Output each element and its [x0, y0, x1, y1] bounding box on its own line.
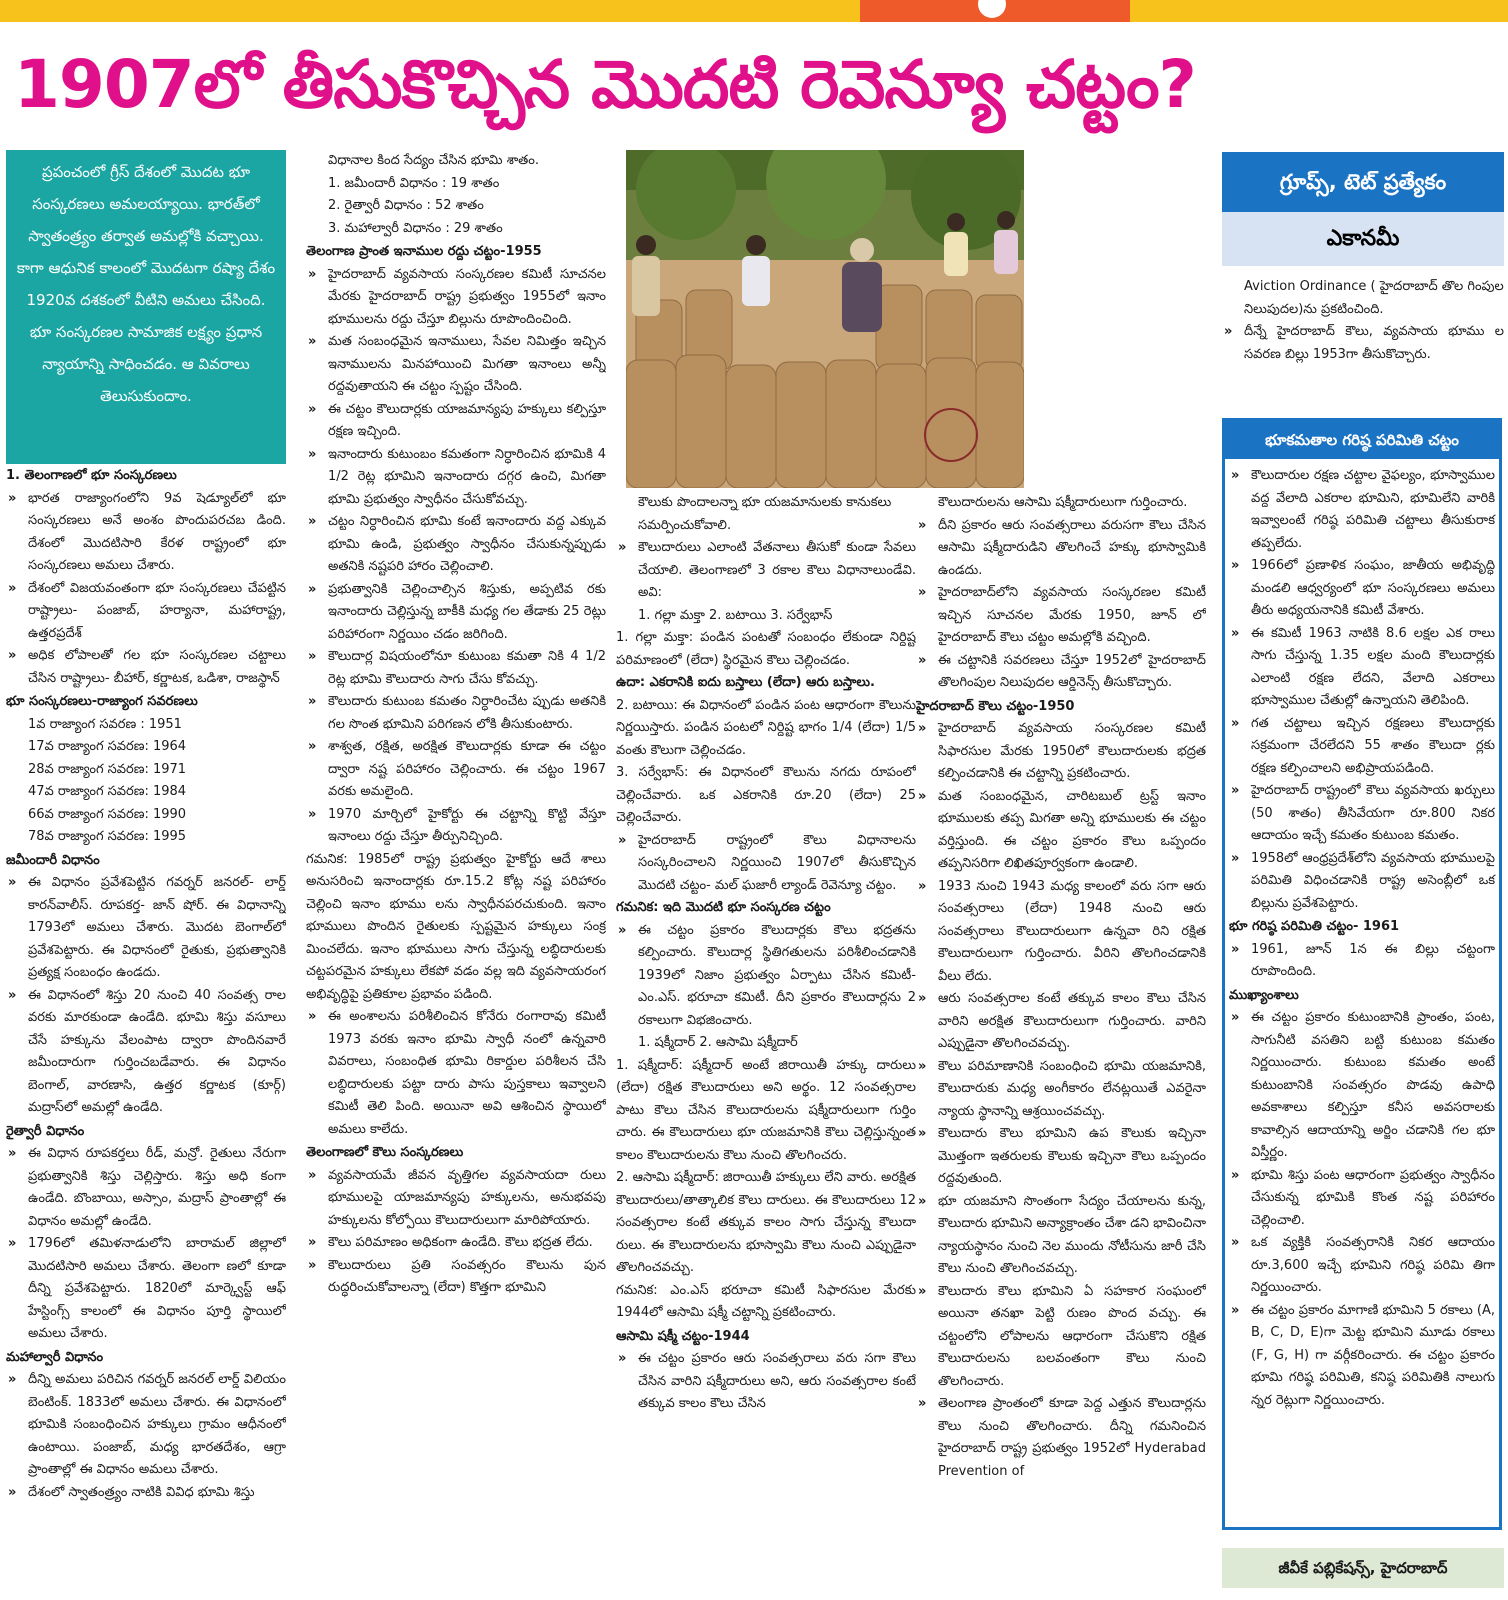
amendment-line: 28వ రాజ్యాంగ సవరణ: 1971	[28, 761, 187, 777]
bullet: » దేశంలో విజయవంతంగా భూ సంస్కరణలు చేపట్టిన రాష్ట్రాలు- పంజాబ్, హర్యానా, మహారాష్ట్ర, ఉత్తరప్రదేశ్	[6, 578, 286, 646]
bullet: » హైదరాబాద్ రాష్ట్రంలో కౌలు వ్యవసాయ ఖర్చులు (50 శాతం) తీసివేయగా రూ.800 నికర ఆదాయం ఇచ్చే కమతం కుటుంబ కమతం.	[1229, 780, 1495, 848]
paragraph: కౌలుకు పొందాలన్నా భూ యజమానులకు కానుకలు సమర్పించుకోవాలి.	[638, 495, 892, 533]
example-line: ఉదా: ఎకరానికి ఐదు బస్తాలు (లేదా) ఆరు బస్తాలు.	[616, 675, 875, 690]
column-1	[6, 464, 286, 1594]
numbered-paragraph: 1. గల్లా మక్తా: పండిన పంటతో సంబంధం లేకుండా నిర్దిష్ట పరిమాణంలో (లేదా) స్థిరమైన కౌలు చెల్లించడం.	[616, 630, 916, 668]
ceiling-act-title: భూకమతాల గరిష్ఠ పరిమితి చట్టం	[1225, 421, 1499, 459]
amendment-line: 78వ రాజ్యాంగ సవరణ: 1995	[28, 829, 187, 844]
bullet: » ఈ విధానంలో శిస్తు 20 నుంచి 40 సంవత్స రాల వరకు మారకుండా ఉండేది. భూమి శిస్తు వసూలు చేసే హక్కును వేలంపాట ద్వారా పొందినవారే జమీందారుగా గుర్తించబడేవారు. ఈ విధానం బెంగాల్, వారణాసి, ఉత్తర కర్ణాటక (కూర్గ్) మద్రాస్‌లో అమల్లో ఉండేది.	[6, 985, 286, 1120]
top-color-bar	[0, 0, 1508, 22]
numbered-line: 1. గల్లా మక్తా 2. బటాయి 3. సర్వేభాస్	[638, 607, 833, 623]
series-subject: ఎకానమీ	[1222, 212, 1504, 266]
bullet: » దేశంలో స్వాతంత్ర్యం నాటికి వివిధ భూమి శిస్తు	[6, 1482, 286, 1505]
bullet: » భారత రాజ్యాంగంలోని 9వ షెడ్యూల్‌లో భూ సంస్కరణలు అనే అంశం పొందుపరచబ డింది. దేశంలో మొదటిసారి కేరళ రాష్ట్రంలో భూ సంస్కరణలు అమలు చేశారు.	[6, 488, 286, 578]
bullet: » హైదరాబాద్ వ్యవసాయ సంస్కరణల కమిటీ సిఫారసుల మేరకు 1950లో కౌలుదారులకు భద్రత కల్పించడానికి ఈ చట్టాన్ని ప్రకటించారు.	[916, 718, 1206, 786]
bullet: » కౌలుదారు కౌలు భూమిని ఉప కౌలుకు ఇచ్చినా మొత్తంగా ఇతరులకు కౌలుకు ఇచ్చినా కౌలు ఒప్పందం రద్దవుతుంది.	[916, 1123, 1206, 1191]
numbered-line: 3. మహాల్వారీ విధానం : 29 శాతం	[328, 220, 503, 236]
bullet: » ఇనాందారు కుటుంబం కమతంగా నిర్ధారించిన భూమికి 4 1/2 రెట్ల భూమిని ఇనాందారు దగ్గర ఉంచి, మిగతా భూమి ప్రభుత్వం స్వాధీనం చేసుకోవచ్చు.	[306, 444, 606, 512]
amendment-line: 66వ రాజ్యాంగ సవరణ: 1990	[28, 806, 187, 822]
bullet: » తెలంగాణ ప్రాంతంలో కూడా పెద్ద ఎత్తున కౌలుదార్లను కౌలు నుంచి తొలగించారు. దీన్ని గమనించిన హైదరాబాద్ రాష్ట్ర ప్రభుత్వం 1952లో Hyderabad Prevention of	[916, 1393, 1206, 1483]
series-header	[1222, 152, 1504, 266]
numbered-line: 2. రైత్వారీ విధానం : 52 శాతం	[328, 198, 484, 213]
bullet: » 1958లో ఆంధ్రప్రదేశ్‌లోని వ్యవసాయ భూములపై పరిమితి విధించడానికి రాష్ట్ర అసెంబ్లీలో ఒక బిల్లును ప్రవేశపెట్టారు.	[1229, 848, 1495, 916]
bullet: » చట్టం నిర్ధారించిన భూమి కంటే ఇనాందారు వద్ద ఎక్కువ భూమి ఉండి, ప్రభుత్వం స్వాధీనం చేసుకున్నప్పుడు అతనికి నష్టపరి హారం చెల్లించాలి.	[306, 511, 606, 579]
ceiling-act-box	[1222, 418, 1502, 1530]
bullet: » కౌలు పరిమాణానికి సంబంధించి భూమి యజమానికి, కౌలుదారుకు మధ్య అంగీకారం లేనట్లయితే ఎవరైనా న్యాయ స్థానాన్ని ఆశ్రయించవచ్చు.	[916, 1056, 1206, 1124]
farm-produce-photo	[626, 150, 1024, 488]
bullet: » హైదరాబాద్ రాష్ట్రంలో కౌలు విధానాలను సంస్కరించాలని నిర్ణయించి 1907లో తీసుకొచ్చిన మొదటి చట్టం- మల్ ఘజారీ ల్యాండ్ రెవెన్యూ చట్టం.	[616, 830, 916, 898]
ceiling-act-body	[1225, 459, 1499, 1523]
side-column-top	[1222, 276, 1504, 406]
note-paragraph: గమనిక: 1985లో రాష్ట్ర ప్రభుత్వం హైకోర్టు ఆదే శాలు అనుసరించి ఇనాందార్లకు రూ.15.2 కోట్ల నష్ట పరిహారం చెల్లించి ఇనాం భూము లను స్వాధీనపరచుకుంది. ఇనాం భూములు పొందిన రైతులకు స్పష్టమైన హక్కులు సంక్ర మించలేదు. ఇనాం భూములు సాగు చేస్తున్న లబ్ధిదారులకు చట్టపరమైన హక్కులు లేకపో వడం వల్ల ఇది వ్యవసాయరంగ అభివృద్ధిపై ప్రతికూల ప్రభావం పడింది.	[306, 851, 606, 1002]
bullet: » అధిక లోపాలతో గల భూ సంస్కరణల చట్టాలు చేసిన రాష్ట్రాలు- బీహార్, కర్ణాటక, ఒడిశా, రాజస్థాన్	[6, 645, 286, 690]
bullet: » ఈ కమిటీ 1963 నాటికి 8.6 లక్షల ఎక రాలు సాగు చేస్తున్న 1.35 లక్షల మంది కౌలుదార్లకు ఎలాంటి రక్షణ లేదని, వేలాది ఎకరాలు భూస్వాముల చేతుల్లో ఉన్నాయని తెలిపింది.	[1229, 623, 1495, 713]
bullet: » 1970 మార్చిలో హైకోర్టు ఈ చట్టాన్ని కొట్టి వేస్తూ ఇనాంలు రద్దు చేస్తూ తీర్పునిచ్చింది.	[306, 804, 606, 849]
amendment-line: 47వ రాజ్యాంగ సవరణ: 1984	[28, 784, 187, 799]
section-heading: జమీందారీ విధానం	[6, 852, 100, 868]
section-heading: భూ సంస్కరణలు-రాజ్యాంగ సవరణలు	[6, 694, 198, 709]
column-2	[306, 150, 606, 1594]
column-4	[916, 492, 1206, 1594]
numbered-line: 1. జమీందారీ విధానం : 19 శాతం	[328, 175, 500, 191]
bullet: » ఆరు సంవత్సరాల కంటే తక్కువ కాలం కౌలు చేసిన వారిని అరక్షిత కౌలుదారులుగా గుర్తించారు. వారిని ఎప్పుడైనా తొలగించవచ్చు.	[916, 988, 1206, 1056]
note-paragraph: గమనిక: ఎం.ఎస్ భరూచా కమిటీ సిఫారసుల మేరకు 1944లో ఆసామి షక్మీ చట్టాన్ని ప్రకటించారు.	[616, 1282, 916, 1320]
numbered-paragraph: 2. ఆసామి షక్మీదార్: జిరాయితీ హక్కులు లేని వారు. అరక్షిత కౌలుదారులు/తాత్కాలిక కౌలు దారులు. ఈ కౌలుదారులు 12 సంవత్సరాల కంటే తక్కువ కాలం సాగు చేస్తున్న కౌలుదా రులు. ఈ కౌలుదారులను భూస్వామి కౌలు నుంచి ఎప్పుడైనా తొలగించవచ్చు.	[616, 1170, 916, 1275]
amendment-line: 17వ రాజ్యాంగ సవరణ: 1964	[28, 739, 187, 754]
bullet: » కౌలు పరిమాణం అధికంగా ఉండేది. కౌలు భద్రత లేదు.	[306, 1232, 606, 1255]
bullet: » హైదరాబాద్‌లోని వ్యవసాయ సంస్కరణల కమిటీ ఇచ్చిన సూచనల మేరకు 1950, జూన్ లో హైదరాబాద్ కౌలు చట్టం అమల్లోకి వచ్చింది.	[916, 582, 1206, 650]
note-line: గమనిక: ఇది మొదటి భూ సంస్కరణ చట్టం	[616, 900, 831, 915]
bullet: » 1796లో తమిళనాడులోని బారామల్ జిల్లాలో మొదటిసారి అమలు చేశారు. తెలంగా ణలో కూడా దీన్ని ప్రవేశపెట్టారు. 1820లో మార్క్వెస్ట్ ఆఫ్ హేస్టింగ్స్ కాలంలో ఈ విధానం పూర్తి స్థాయిలో అమలు చేశారు.	[6, 1233, 286, 1346]
bullet: » కౌలుదారులు ప్రతి సంవత్సరం కౌలును పున రుద్ధరించుకోవాలన్నా (లేదా) కొత్తగా భూమిని	[306, 1255, 606, 1300]
bullet: » కౌలుదారులు ఎలాంటి వేతనాలు తీసుకో కుండా సేవలు చేయాలి. తెలంగాణలో 3 రకాల కౌలు విధానాలుండేవి. అవి:	[616, 537, 916, 605]
bullet: » ఈ విధాన రూపకర్తలు రీడ్, మన్రో. రైతులు నేరుగా ప్రభుత్వానికి శిస్తు చెల్లిస్తారు. శిస్తు అధి కంగా ఉండేది. బొంబాయి, అస్సాం, మద్రాస్ ప్రాంతాల్లో ఈ విధానం అమల్లో ఉండేది.	[6, 1143, 286, 1233]
bullet: » భూ యజమాని సొంతంగా సేద్యం చేయాలను కున్న, కౌలుదారు భూమిని అన్యాక్రాంతం చేశా డని భావించినా న్యాయస్థానం నుంచి నెల ముందు నోటీసును జారీ చేసి కౌలు నుంచి తొలగించవచ్చు.	[916, 1191, 1206, 1281]
amendment-line: 1వ రాజ్యాంగ సవరణ : 1951	[28, 716, 182, 732]
section-heading: మహాల్వారీ విధానం	[6, 1349, 104, 1365]
bullet: » ఈ చట్టం కౌలుదార్లకు యాజమాన్యపు హక్కులు కల్పిస్తూ రక్షణ ఇచ్చింది.	[306, 399, 606, 444]
bullet: » హైదరాబాద్ వ్యవసాయ సంస్కరణల కమిటీ సూచనల మేరకు హైదరాబాద్ రాష్ట్ర ప్రభుత్వం 1955లో ఇనాం భూములను రద్దు చేస్తూ బిల్లును రూపొందించింది.	[306, 264, 606, 332]
bullet: » కౌలుదారు కుటుంబ కమతం నిర్ధారించేట ప్పుడు అతనికి గల సొంత భూమిని పరిగణన లోకి తీసుకుంటారు.	[306, 691, 606, 736]
bullet: » కౌలుదారుల రక్షణ చట్టాల వైఫల్యం, భూస్వాముల వద్ద వేలాది ఎకరాల భూమిని, భూమిలేని వారికి ఇవ్వాలంటే గరిష్ఠ పరిమితి చట్టాలు తీసుకురాక తప్పలేదు.	[1229, 465, 1495, 555]
section-heading: తెలంగాణలో కౌలు సంస్కరణలు	[306, 1145, 464, 1160]
section-heading: భూ గరిష్ఠ పరిమితి చట్టం- 1961	[1229, 919, 1400, 934]
bullet: » 1933 నుంచి 1943 మధ్య కాలంలో వరు సగా ఆరు సంవత్సరాలు (లేదా) 1948 నుంచి ఆరు సంవత్సరాలు కౌలుదారులుగా ఉన్నవా రిని రక్షిత కౌలుదారులుగా గుర్తించారు. వీరిని తొలగించడానికి వీలు లేదు.	[916, 876, 1206, 989]
bullet: » దీన్నే హైదరాబాద్ కౌలు, వ్యవసాయ భూము ల సవరణ బిల్లు 1953గా తీసుకొచ్చారు.	[1222, 321, 1504, 366]
paragraph: విధానాల కింద సేద్యం చేసిన భూమి శాతం.	[328, 153, 539, 168]
section-heading: తెలంగాణ ప్రాంత ఇనాముల రద్దు చట్టం-1955	[306, 244, 542, 259]
bullet: » 1966లో ప్రణాళిక సంఘం, జాతీయ అభివృద్ధి మండలి ఆధ్వర్యంలో భూ సంస్కరణలు అమలు తీరు అధ్యయనానికి కమిటీ వేశారు.	[1229, 555, 1495, 623]
section-heading: ముఖ్యాంశాలు	[1229, 987, 1299, 1003]
bullet: » దీన్ని అమలు పరిచిన గవర్నర్ జనరల్ లార్డ్ విలియం బెంటింక్. 1833లో అమలు చేశారు. ఈ విధానంలో భూమికి సంబంధించిన హక్కులు గ్రామం ఆధీనంలో ఉంటాయి. పంజాబ్, మధ్య భారతదేశం, ఆగ్రా ప్రాంతాల్లో ఈ విధానం అమలు చేశారు.	[6, 1369, 286, 1482]
bullet: » ఒక వ్యక్తికి సంవత్సరానికి నికర ఆదాయం రూ.3,600 ఇచ్చే భూమిని గరిష్ఠ పరిమి తిగా నిర్ణయించారు.	[1229, 1232, 1495, 1300]
bullet: » ఈ విధానం ప్రవేశపెట్టిన గవర్నర్ జనరల్- లార్డ్ కారన్‌వాలీస్. రూపకర్త- జాన్ షోర్. ఈ విధానాన్ని 1793లో అమలు చేశారు. మొదట బెంగాల్‌లో ప్రవేశపెట్టారు. ఈ విధానంలో రైతుకు, ప్రభుత్వానికి ప్రత్యక్ష సంబంధం ఉండదు.	[6, 872, 286, 985]
bullet: » గత చట్టాలు ఇచ్చిన రక్షణలు కౌలుదార్లకు సక్రమంగా చేరలేదని 55 శాతం కౌలుదా ర్లకు రక్షణ కల్పించాలని అభిప్రాయపడింది.	[1229, 713, 1495, 781]
photo-illustration	[626, 150, 1024, 488]
bullet: » దీని ప్రకారం ఆరు సంవత్సరాలు వరుసగా కౌలు చేసిన ఆసామి షక్మీదారుడిని తొలగించే హక్కు భూస్వామికి ఉండదు.	[916, 515, 1206, 583]
column-3	[616, 492, 916, 1594]
bullet: » 1961, జూన్ 1న ఈ బిల్లు చట్టంగా రూపొందింది.	[1229, 939, 1495, 984]
section-heading: హైదరాబాద్ కౌలు చట్టం-1950	[916, 698, 1075, 714]
bullet: » ఈ చట్టం ప్రకారం ఆరు సంవత్సరాలు వరు సగా కౌలు చేసిన వారిని షక్మీదారులు అని, ఆరు సంవత్సరాల కంటే తక్కువ కాలం కౌలు చేసిన	[616, 1348, 916, 1416]
bullet: » మత సంబంధమైన ఇనాములు, సేవల నిమిత్తం ఇచ్చిన ఇనాములను మినహాయించి మిగతా ఇనాంలు అన్నీ రద్దవుతాయని ఈ చట్టం స్పష్టం చేసింది.	[306, 331, 606, 399]
bullet: » కౌలుదారు కౌలు భూమిని ఏ సహకార సంఘంలో అయినా తనఖా పెట్టి రుణం పొంద వచ్చు. ఈ చట్టంలోని లోపాలను ఆధారంగా చేసుకొని రక్షిత కౌలుదారులను బలవంతంగా కౌలు నుంచి తొలగించారు.	[916, 1281, 1206, 1394]
paragraph: కౌలుదారులను ఆసామి షక్మీదారులుగా గుర్తించారు.	[938, 495, 1188, 510]
section-heading: ఆసామి షక్మీ చట్టం-1944	[616, 1328, 750, 1344]
bullet: » వ్యవసాయమే జీవన వృత్తిగల వ్యవసాయదా రులు భూములపై యాజమాన్యపు హక్కులను, అనుభవపు హక్కులను కోల్పోయి కౌలుదారులుగా మారిపోయారు.	[306, 1165, 606, 1233]
section-heading: 1. తెలంగాణలో భూ సంస్కరణలు	[6, 468, 177, 483]
bullet: » ఈ చట్టానికి సవరణలు చేస్తూ 1952లో హైదరాబాద్ తొలగింపుల నిలుపుదల ఆర్డినెన్స్ తీసుకొచ్చారు.	[916, 650, 1206, 695]
bullet: » మత సంబంధమైన, చారిటబుల్ ట్రస్ట్ ఇనాం భూములకు తప్ప మిగతా అన్ని భూములకు ఈ చట్టం వర్తిస్తుంది. ఈ చట్టం ప్రకారం కౌలు ఒప్పందం తప్పనిసరిగా లిఖితపూర్వకంగా ఉండాలి.	[916, 786, 1206, 876]
bullet: » ఈ చట్టం ప్రకారం మాగాణి భూమిని 5 రకాలు (A, B, C, D, E)గా మెట్ట భూమిని మూడు రకాలు (F, G, H) గా వర్గీకరించారు. ఈ చట్టం ప్రకారం భూమి గరిష్ఠ పరిమితి, కనిష్ఠ పరిమితికి నాలుగు న్నర రెట్లుగా నిర్ణయించారు.	[1229, 1300, 1495, 1413]
bullet: » ఈ చట్టం ప్రకారం కౌలుదార్లకు కౌలు భద్రతను కల్పించారు. కౌలుదార్ల స్థితిగతులను పరిశీలించడానికి 1939లో నిజాం ప్రభుత్వం ఏర్పాటు చేసిన కమిటీ- ఎం.ఎస్. భరూచా కమిటీ. దీని ప్రకారం కౌలుదార్లను 2 రకాలుగా విభజించారు.	[616, 920, 916, 1033]
paragraph: Aviction Ordinance ( హైదరాబాద్ తొల గింపుల నిలుపుదల)ను ప్రకటించింది.	[1244, 279, 1504, 317]
bullet: » కౌలుదార్ల విషయంలోనూ కుటుంబ కమతా నికి 4 1/2 రెట్ల భూమి కౌలుదారు సాగు చేసు కోవచ్చు.	[306, 646, 606, 691]
series-title: గ్రూప్స్, టెట్ ప్రత్యేకం	[1222, 152, 1504, 212]
bullet: » భూమి శిస్తు పంట ఆధారంగా ప్రభుత్వం స్వాధీనం చేసుకున్న భూమికి కొంత నష్ట పరిహారం చెల్లించాలి.	[1229, 1165, 1495, 1233]
numbered-line: 1. షక్మీదార్ 2. ఆసామి షక్మీదార్	[638, 1035, 798, 1050]
numbered-paragraph: 2. బటాయి: ఈ విధానంలో పండిన పంట ఆధారంగా కౌలును నిర్ణయిస్తారు. పండిన పంటలో నిర్దిష్ట భాగం 1/4 (లేదా) 1/5 వంతు కౌలుగా చెల్లించడం.	[616, 697, 916, 758]
numbered-paragraph: 3. సర్వేభాస్: ఈ విధానంలో కౌలును నగదు రూపంలో చెల్లించేవారు. ఒక ఎకరానికి రూ.20 (లేదా) 25 చెల్లించేవారు.	[616, 765, 916, 825]
bullet: » ఈ చట్టం ప్రకారం కుటుంబానికి ప్రాంతం, పంట, సాగునీటి వసతిని బట్టి కుటుంబ కమతం నిర్ణయించారు. కుటుంబ కమతం అంటే కుటుంబానికి సంవత్సరం పొడవు ఉపాధి అవకాశాలు కల్పిస్తూ కనీస అవసరాలకు కావాల్సిన ఆదాయాన్ని అర్జిం చడానికి గల భూ విస్తీర్ణం.	[1229, 1007, 1495, 1165]
headline: 1907లో తీసుకొచ్చిన మొదటి రెవెన్యూ చట్టం?	[14, 46, 1196, 123]
publisher-credit: జీవీకే పబ్లికేషన్స్, హైదరాబాద్	[1222, 1548, 1504, 1588]
section-heading: రైత్వారీ విధానం	[6, 1123, 85, 1139]
intro-box: ప్రపంచంలో గ్రీస్ దేశంలో మొదట భూ సంస్కరణలు అమలయ్యాయి. భారత్‌లో స్వాతంత్ర్యం తర్వాత అమల్లోకి వచ్చాయి. కాగా ఆధునిక కాలంలో మొదటగా రష్యా దేశం 1920వ దశకంలో వీటిని అమలు చేసింది. భూ సంస్కరణల సామాజిక లక్ష్యం ప్రధాన న్యాయాన్ని సాధించడం. ఆ వివరాలు తెలుసుకుందాం.	[6, 150, 286, 464]
bullet: » ప్రభుత్వానికి చెల్లించాల్సిన శిస్తుకు, అప్పటివ రకు ఇనాందారు చెల్లిస్తున్న బాకీకి మధ్య గల తేడాకు 25 రెట్లు పరిహారంగా నిర్ణయిం చడం జరిగింది.	[306, 579, 606, 647]
bullet: » శాశ్వత, రక్షిత, అరక్షిత కౌలుదార్లకు కూడా ఈ చట్టం ద్వారా నష్ట పరిహారం చెల్లించారు. ఈ చట్టం 1967 వరకు అమలైంది.	[306, 736, 606, 804]
numbered-paragraph: 1. షక్మీదార్: షక్మీదార్ అంటే జిరాయితీ హక్కు దారులు (లేదా) రక్షిత కౌలుదారులు అని అర్థం. 12 సంవత్సరాల పాటు కౌలు చేసిన కౌలుదారులను షక్మీదారులుగా గుర్తిం చారు. ఈ కౌలుదారులు భూ యజమానికి కౌలు చెల్లిస్తున్నంత కాలం కౌలుదారులను కౌలు నుంచి తొలగించరు.	[616, 1057, 916, 1163]
bullet: » ఈ అంశాలను పరిశీలించిన కోనేరు రంగారావు కమిటీ 1973 వరకు ఇనాం భూమి స్వాధీ నంలో ఉన్నవారి వివరాలు, సంబంధిత భూమి రికార్డుల పరిశీలన చేసి లబ్ధిదారులకు పట్టా దారు పాసు పుస్తకాలు ఇవ్వాలని కమిటీ తెలి పింది. అయినా అవి ఆశించిన స్థాయిలో అమలు కాలేదు.	[306, 1006, 606, 1141]
